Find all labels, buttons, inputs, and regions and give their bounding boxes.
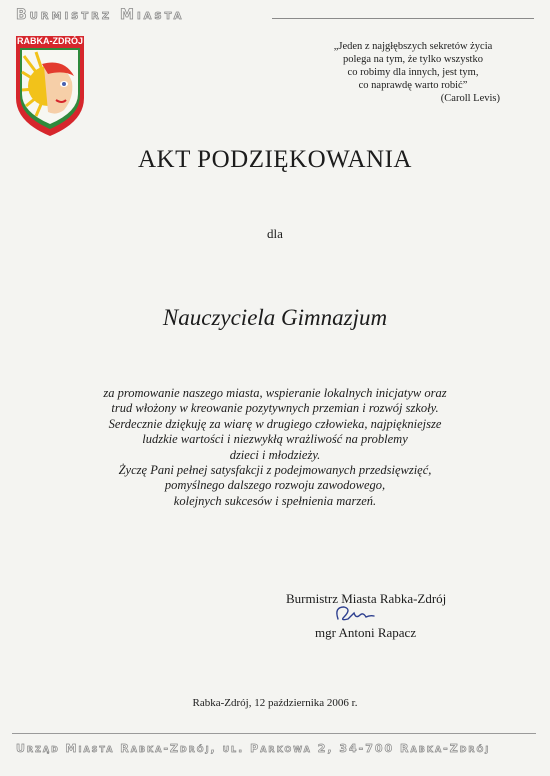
signer-name: mgr Antoni Rapacz bbox=[315, 625, 417, 640]
logo-label: RABKA-ZDRÓJ bbox=[17, 36, 83, 46]
body-line: Serdecznie dziękuję za wiarę w drugiego człowieka, najpiękniejsze bbox=[108, 416, 442, 431]
body-line: za promowanie naszego miasta, wspieranie lokalnych inicjatyw oraz bbox=[103, 386, 447, 400]
for-label: dla bbox=[267, 226, 283, 241]
crest-icon bbox=[14, 36, 86, 136]
epigraph-quote bbox=[318, 40, 508, 105]
footer-address: Urząd Miasta Rabka-Zdrój, ul. Parkowa 2, 34-700 Rabka-Zdrój bbox=[16, 742, 491, 755]
document-title: AKT PODZIĘKOWANIA bbox=[138, 146, 412, 173]
body-text bbox=[60, 386, 490, 509]
body-line: kolejnych sukcesów i spełnienia marzeń. bbox=[173, 493, 377, 508]
body-line: trud włożony w kreowanie pozytywnych przemian i rozwój szkoły. bbox=[111, 401, 439, 416]
recipient-name: Nauczyciela Gimnazjum bbox=[162, 305, 388, 330]
quote-line: co naprawdę warto robić” bbox=[358, 80, 468, 91]
quote-line: co robimy dla innych, jest tym, bbox=[347, 67, 479, 78]
place-and-date: Rabka-Zdrój, 12 października 2006 r. bbox=[192, 697, 358, 709]
body-line: pomyślnego dalszego rozwoju zawodowego, bbox=[164, 478, 386, 493]
header-title: Burmistrz Miasta bbox=[16, 7, 185, 23]
quote-line: „Jeden z najgłębszych sekretów życia bbox=[333, 41, 493, 52]
quote-author: (Caroll Levis) bbox=[440, 93, 500, 104]
body-line: ludzkie wartości i niezwykłą wrażliwość na problemy bbox=[142, 432, 408, 447]
town-crest-logo bbox=[14, 36, 86, 136]
header-rule bbox=[272, 18, 534, 19]
handwritten-signature bbox=[330, 601, 400, 627]
signer-title: Burmistrz Miasta Rabka-Zdrój bbox=[286, 591, 447, 606]
body-line: Życzę Pani pełnej satysfakcji z podejmowanych przedsięwzięć, bbox=[118, 463, 432, 478]
quote-line: polega na tym, że tylko wszystko bbox=[343, 54, 483, 65]
footer-rule bbox=[12, 733, 536, 734]
body-line: dzieci i młodzieży. bbox=[229, 447, 321, 462]
